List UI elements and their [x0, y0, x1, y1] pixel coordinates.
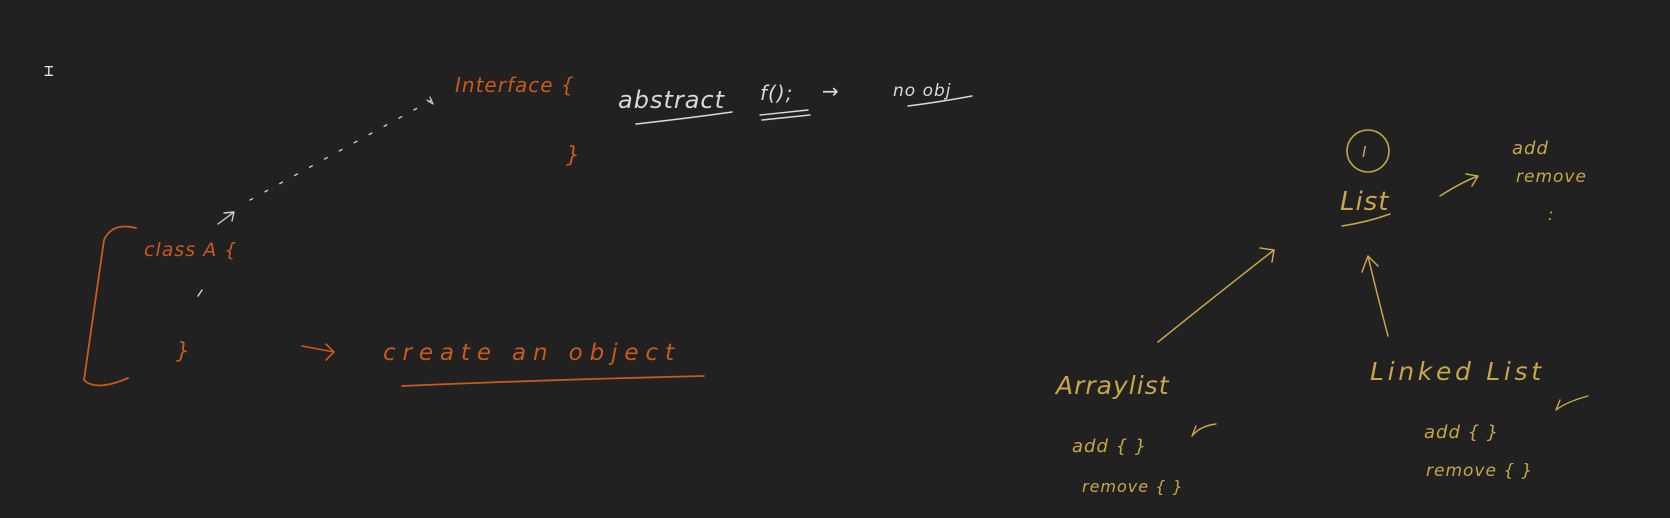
interface-marker-circle	[1347, 130, 1389, 172]
implements-arrowhead-icon	[218, 212, 234, 224]
linkedlist-remove-label: remove { }	[1426, 461, 1534, 481]
no-obj-label: no obj	[893, 81, 952, 101]
text-cursor-icon: ⌶	[44, 61, 54, 80]
list-methods-arrow-icon	[1440, 174, 1478, 196]
class-bracket	[84, 227, 136, 386]
method-label: f();	[760, 81, 794, 105]
linkedlist-add-label: add { }	[1424, 422, 1500, 443]
arraylist-label: Arraylist	[1056, 371, 1170, 400]
arraylist-add-arrow	[1192, 424, 1216, 436]
interface-close-brace: }	[566, 143, 581, 168]
class-close-brace: }	[176, 339, 191, 364]
abstract-arrow: →	[822, 79, 840, 103]
list-label: List	[1340, 187, 1390, 217]
more-methods-ellipsis: :	[1548, 205, 1555, 224]
linkedlist-label: Linked List	[1370, 357, 1542, 386]
abstract-label: abstract	[618, 86, 726, 114]
create-object-underline	[402, 376, 704, 386]
linkedlist-add-arrow	[1556, 396, 1588, 410]
create-object-label: create an object	[383, 340, 675, 366]
create-arrow-icon	[302, 344, 334, 360]
linkedlist-to-list-arrow-icon	[1362, 256, 1388, 336]
interface-marker-label: I	[1362, 143, 1368, 161]
arraylist-to-list-arrow-icon	[1158, 248, 1274, 342]
arraylist-add-label: add { }	[1072, 436, 1148, 457]
remove-method-label: remove	[1516, 167, 1587, 187]
method-double-underline	[760, 110, 810, 120]
arraylist-remove-label: remove { }	[1082, 477, 1184, 496]
class-label: class A {	[144, 239, 238, 261]
add-method-label: add	[1512, 138, 1549, 159]
implements-dashed-line	[250, 100, 432, 200]
interface-label: Interface {	[455, 73, 575, 97]
class-body-mark	[198, 290, 202, 296]
